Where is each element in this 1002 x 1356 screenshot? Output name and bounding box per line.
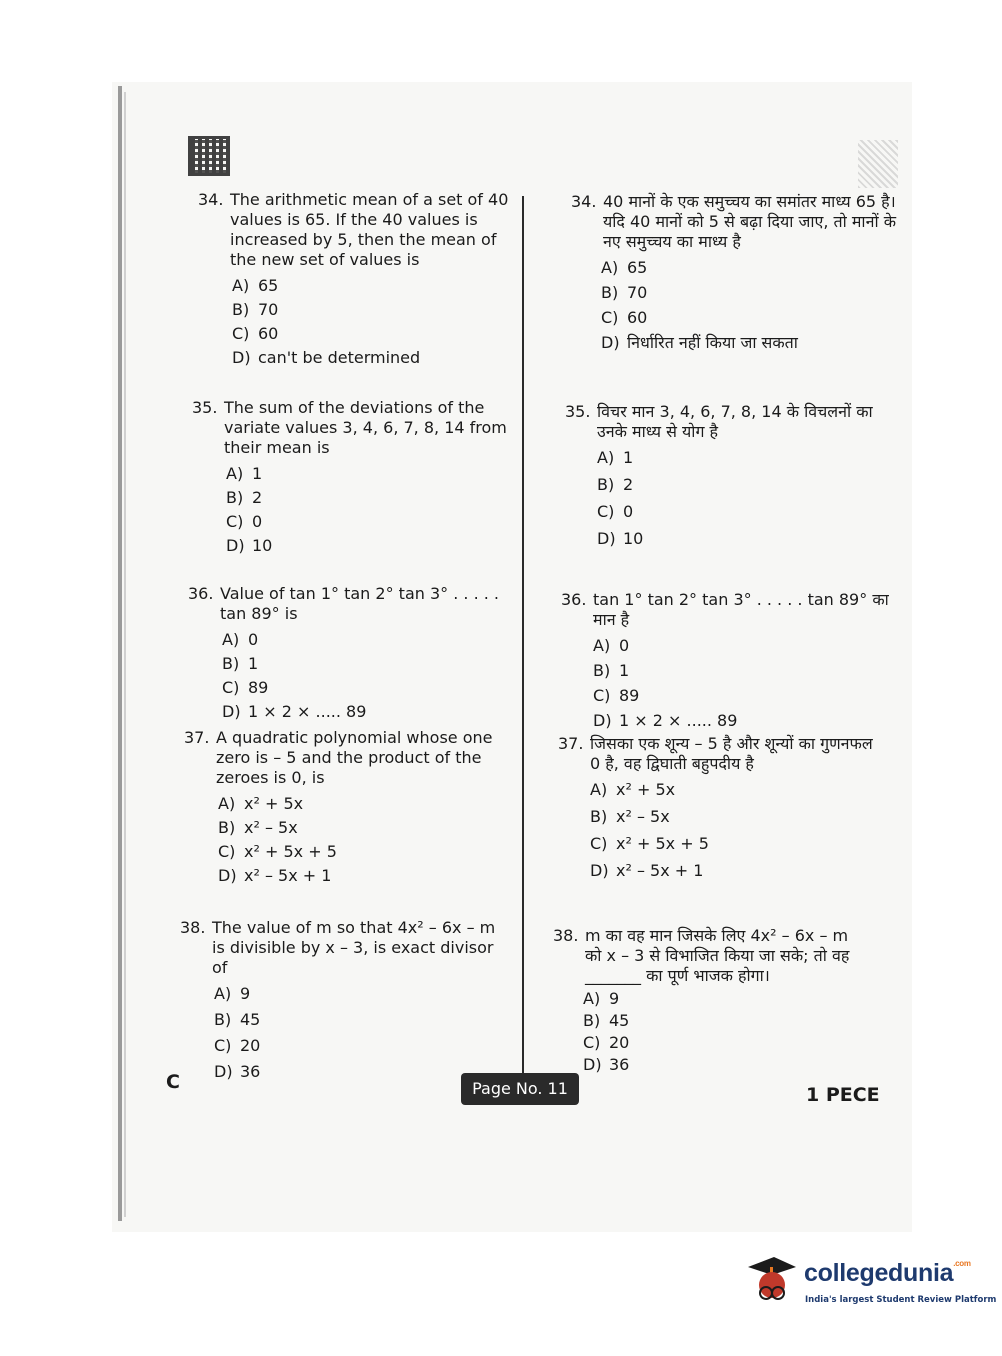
- brand-tagline: India's largest Student Review Platform: [805, 1295, 997, 1305]
- question-number: 37.: [558, 734, 584, 753]
- question-text: The arithmetic mean of a set of 40 values is 65. If the 40 values is increased by 5, then the mean of the new set of values is: [230, 190, 509, 269]
- option: D) 10: [597, 529, 644, 548]
- question-38-hi: [553, 926, 868, 1076]
- option: A) 0: [222, 630, 259, 649]
- option: D) can't be determined: [232, 348, 421, 367]
- option: B) x² – 5x: [218, 818, 298, 837]
- option: A) 9: [214, 984, 251, 1003]
- question-38-en: [180, 918, 510, 1086]
- option: D) 36: [214, 1062, 261, 1081]
- question-number: 38.: [553, 926, 579, 945]
- option: C) 60: [601, 308, 648, 327]
- question-37-hi: [558, 734, 878, 886]
- question-37-en: [184, 728, 514, 888]
- option: A) x² + 5x: [590, 780, 676, 799]
- qr-code-icon: [188, 136, 230, 176]
- option: B) 45: [214, 1010, 261, 1029]
- option: B) 70: [601, 283, 648, 302]
- option: C) x² + 5x + 5: [218, 842, 337, 861]
- option: A) 0: [593, 636, 630, 655]
- question-34-en: [198, 190, 518, 370]
- option: B) 45: [583, 1011, 630, 1030]
- page-edge-shadow: [118, 86, 122, 1221]
- set-code: C: [166, 1071, 180, 1093]
- option: D) 1 × 2 × ..... 89: [222, 702, 367, 721]
- question-text: A quadratic polynomial whose one zero is – 5 and the product of the zeroes is 0, is: [216, 728, 493, 787]
- question-36-hi: [561, 590, 891, 734]
- question-text: 40 मानों के एक समुच्चय का समांतर माध्य 65 है। यदि 40 मानों को 5 से बढ़ा दिया जाए, तो मानों के नए समुच्चय का माध्य है: [603, 192, 896, 251]
- option: C) 89: [222, 678, 269, 697]
- mascot-icon: [744, 1253, 800, 1307]
- brand-name: collegedunia$^{.com}$: [804, 1259, 971, 1287]
- question-number: 38.: [180, 918, 206, 937]
- question-text: Value of tan 1° tan 2° tan 3° . . . . . tan 89° is: [220, 584, 500, 623]
- option: B) 2: [597, 475, 634, 494]
- stamp-mark: [858, 140, 898, 188]
- option: C) 20: [214, 1036, 261, 1055]
- option: A) x² + 5x: [218, 794, 304, 813]
- page-edge-line: [124, 92, 126, 1217]
- series-code: 1 PECE: [806, 1084, 880, 1106]
- question-number: 37.: [184, 728, 210, 747]
- option: C) 60: [232, 324, 279, 343]
- option: D) निर्धारित नहीं किया जा सकता: [601, 333, 798, 352]
- question-number: 34.: [198, 190, 224, 209]
- option: B) 70: [232, 300, 279, 319]
- question-35-en: [192, 398, 512, 558]
- collegedunia-logo: [744, 1251, 997, 1311]
- question-text: जिसका एक शून्य – 5 है और शून्यों का गुणनफल 0 है, वह द्विघाती बहुपदीय है: [590, 734, 873, 773]
- option: B) 1: [593, 661, 630, 680]
- question-text: The sum of the deviations of the variate values 3, 4, 6, 7, 8, 14 from their mean is: [224, 398, 507, 457]
- question-text: tan 1° tan 2° tan 3° . . . . . tan 89° का मान है: [593, 590, 889, 629]
- page-number-badge: Page No. 11: [461, 1073, 579, 1105]
- option: C) 0: [226, 512, 263, 531]
- option: A) 65: [601, 258, 648, 277]
- option: D) 36: [583, 1055, 630, 1074]
- question-number: 34.: [571, 192, 597, 211]
- question-number: 36.: [561, 590, 587, 609]
- option: C) x² + 5x + 5: [590, 834, 709, 853]
- option: B) x² – 5x: [590, 807, 670, 826]
- question-number: 35.: [192, 398, 218, 417]
- option: B) 1: [222, 654, 259, 673]
- option: B) 2: [226, 488, 263, 507]
- option: A) 65: [232, 276, 279, 295]
- column-divider: [522, 196, 524, 1080]
- question-number: 35.: [565, 402, 591, 421]
- question-text: विचर मान 3, 4, 6, 7, 8, 14 के विचलनों का उनके माध्य से योग है: [597, 402, 873, 441]
- option: A) 1: [597, 448, 634, 467]
- option: C) 0: [597, 502, 634, 521]
- question-34-hi: [571, 192, 901, 356]
- option: D) 1 × 2 × ..... 89: [593, 711, 738, 730]
- question-36-en: [188, 584, 518, 724]
- option: D) 10: [226, 536, 273, 555]
- option: D) x² – 5x + 1: [590, 861, 704, 880]
- question-number: 36.: [188, 584, 214, 603]
- question-text: The value of m so that 4x² – 6x – m is divisible by x – 3, is exact divisor of: [212, 918, 496, 977]
- option: C) 89: [593, 686, 640, 705]
- option: D) x² – 5x + 1: [218, 866, 332, 885]
- option: A) 9: [583, 989, 620, 1008]
- option: C) 20: [583, 1033, 630, 1052]
- question-35-hi: [565, 402, 885, 554]
- question-text: m का वह मान जिसके लिए 4x² – 6x – m को x – 3 से विभाजित किया जा सके; तो वह _______ का पूर्ण भाजक होगा।: [585, 926, 850, 985]
- option: A) 1: [226, 464, 263, 483]
